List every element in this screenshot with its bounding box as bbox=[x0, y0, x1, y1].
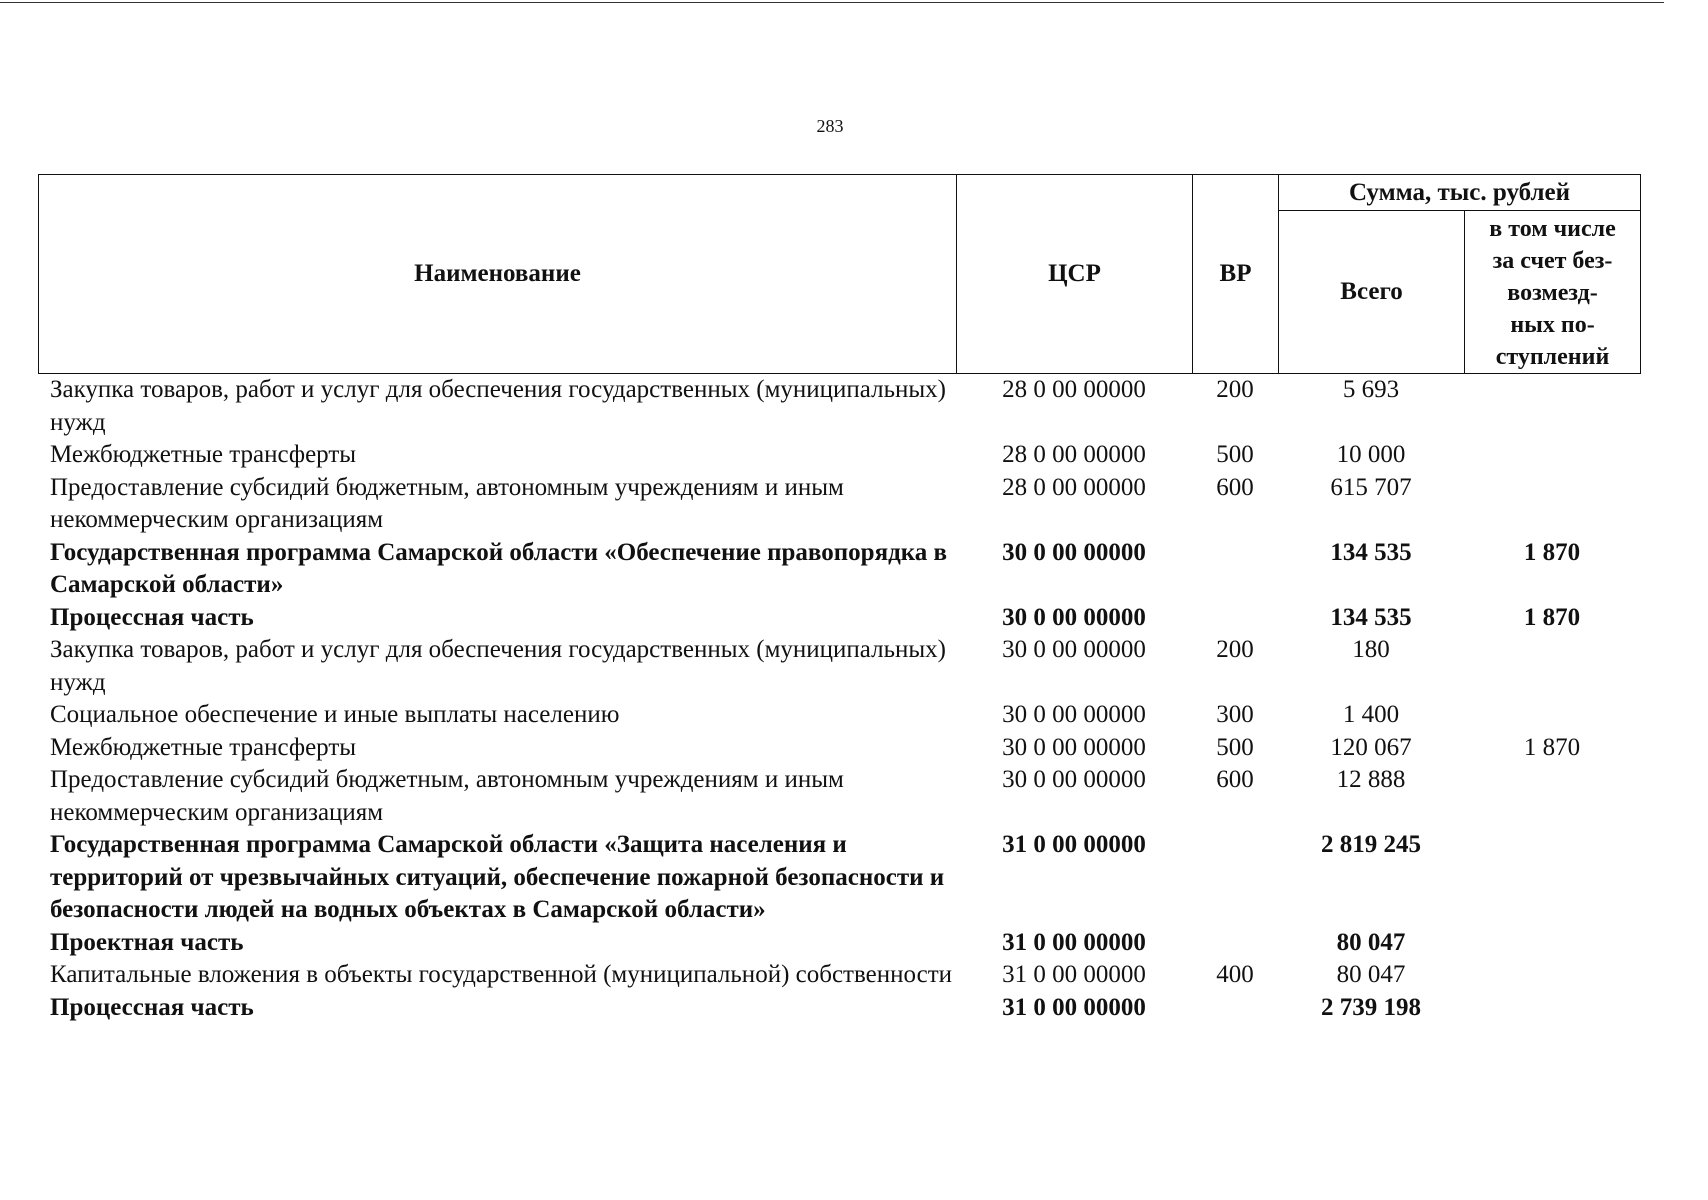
header-grant bbox=[1465, 211, 1641, 374]
row-grant bbox=[1464, 927, 1640, 960]
row-name: Проектная часть bbox=[50, 928, 244, 956]
row-name: Социальное обеспечение и иные выплаты населению bbox=[50, 701, 620, 728]
page-number: 283 bbox=[816, 116, 844, 136]
row-grant bbox=[1464, 472, 1640, 537]
header-grant-line: за счет без- bbox=[1492, 248, 1613, 274]
table-row bbox=[38, 699, 1640, 732]
table-header bbox=[38, 174, 1641, 374]
row-total: 5 693 bbox=[1342, 376, 1400, 403]
header-name: Наименование bbox=[39, 175, 957, 374]
row-name: Межбюджетные трансферты bbox=[50, 441, 357, 468]
row-name: Закупка товаров, работ и услуг для обеспечения государственных (муниципальных) нужд bbox=[50, 636, 946, 696]
row-total: 80 047 bbox=[1336, 928, 1406, 956]
row-csr: 28 0 00 00000 bbox=[1002, 473, 1146, 501]
header-grant-line: возмезд- bbox=[1507, 280, 1598, 306]
header-csr: ЦСР bbox=[957, 175, 1193, 374]
header-sum: Сумма, тыс. рублей bbox=[1279, 175, 1641, 211]
row-vr bbox=[1192, 602, 1278, 635]
header-grant-line: ных по- bbox=[1510, 312, 1595, 338]
table-row bbox=[38, 634, 1640, 699]
table-row bbox=[38, 927, 1640, 960]
row-name: Предоставление субсидий бюджетным, автономным учреждениям и иным некоммерческим организациям bbox=[50, 473, 844, 533]
row-vr: 200 bbox=[1216, 376, 1254, 403]
row-vr bbox=[1192, 927, 1278, 960]
row-name: Капитальные вложения в объекты государственной (муниципальной) собственности bbox=[50, 961, 953, 988]
row-total: 615 707 bbox=[1330, 473, 1412, 501]
table-row bbox=[38, 472, 1640, 537]
row-name: Государственная программа Самарской области «Защита населения и территорий от чрезвычайных ситуаций, обеспечение пожарной безопасности и безопасности людей на водных объектах в Самарской области» bbox=[50, 831, 945, 923]
header-vr: ВР bbox=[1193, 175, 1279, 374]
row-grant bbox=[1464, 634, 1640, 699]
row-total: 134 535 bbox=[1330, 603, 1412, 631]
row-total: 2 739 198 bbox=[1321, 993, 1421, 1021]
row-total: 2 819 245 bbox=[1321, 831, 1421, 858]
row-grant: 1 870 bbox=[1523, 538, 1581, 566]
row-vr bbox=[1192, 829, 1278, 927]
row-name: Предоставление субсидий бюджетным, автономным учреждениям и иным некоммерческим организациям bbox=[50, 766, 844, 826]
row-total: 134 535 bbox=[1330, 538, 1412, 566]
row-grant bbox=[1464, 439, 1640, 472]
row-vr: 600 bbox=[1216, 473, 1254, 501]
row-name: Процессная часть bbox=[50, 603, 254, 631]
row-total: 80 047 bbox=[1336, 961, 1406, 988]
table-row bbox=[38, 439, 1640, 472]
top-rule bbox=[0, 2, 1664, 3]
row-grant: 1 870 bbox=[1523, 603, 1581, 631]
row-csr: 30 0 00 00000 bbox=[1002, 538, 1146, 566]
row-total: 120 067 bbox=[1330, 733, 1412, 761]
table-rows bbox=[38, 374, 1640, 1024]
table-body bbox=[38, 374, 1640, 1024]
row-csr: 30 0 00 00000 bbox=[1002, 733, 1146, 761]
row-grant bbox=[1464, 764, 1640, 829]
row-grant bbox=[1464, 959, 1640, 992]
row-csr: 28 0 00 00000 bbox=[1002, 376, 1146, 403]
header-total: Всего bbox=[1279, 211, 1465, 374]
row-name: Закупка товаров, работ и услуг для обеспечения государственных (муниципальных) нужд bbox=[50, 376, 946, 436]
budget-table-page bbox=[38, 174, 1640, 1024]
row-vr: 500 bbox=[1216, 441, 1254, 468]
table-row bbox=[38, 992, 1640, 1025]
row-grant bbox=[1464, 374, 1640, 439]
row-grant bbox=[1464, 699, 1640, 732]
row-total: 180 bbox=[1352, 636, 1390, 663]
header-grant-line: ступлений bbox=[1495, 344, 1610, 370]
table-row bbox=[38, 764, 1640, 829]
row-vr bbox=[1192, 537, 1278, 602]
header-grant-line: в том числе bbox=[1489, 216, 1616, 242]
table-row bbox=[38, 537, 1640, 602]
table-row bbox=[38, 602, 1640, 635]
row-vr bbox=[1192, 992, 1278, 1025]
row-csr: 31 0 00 00000 bbox=[1002, 928, 1146, 956]
row-csr: 30 0 00 00000 bbox=[1002, 636, 1146, 663]
row-name: Процессная часть bbox=[50, 993, 254, 1021]
table-row bbox=[38, 959, 1640, 992]
row-grant: 1 870 bbox=[1523, 733, 1581, 761]
row-vr: 200 bbox=[1216, 636, 1254, 663]
row-vr: 300 bbox=[1216, 701, 1254, 728]
row-csr: 30 0 00 00000 bbox=[1002, 766, 1146, 793]
row-csr: 31 0 00 00000 bbox=[1002, 831, 1146, 858]
row-name: Государственная программа Самарской области «Обеспечение правопорядка в Самарской области» bbox=[50, 538, 948, 598]
row-vr: 500 bbox=[1216, 733, 1254, 761]
row-vr: 600 bbox=[1216, 766, 1254, 793]
row-csr: 30 0 00 00000 bbox=[1002, 603, 1146, 631]
row-csr: 31 0 00 00000 bbox=[1002, 961, 1146, 988]
row-name: Межбюджетные трансферты bbox=[50, 733, 357, 761]
row-grant bbox=[1464, 829, 1640, 927]
table-row bbox=[38, 829, 1640, 927]
row-csr: 31 0 00 00000 bbox=[1002, 993, 1146, 1021]
row-total: 10 000 bbox=[1336, 441, 1406, 468]
table-row bbox=[38, 374, 1640, 439]
table-row bbox=[38, 732, 1640, 765]
row-vr: 400 bbox=[1216, 961, 1254, 988]
row-csr: 28 0 00 00000 bbox=[1002, 441, 1146, 468]
row-total: 12 888 bbox=[1336, 766, 1406, 793]
row-csr: 30 0 00 00000 bbox=[1002, 701, 1146, 728]
row-grant bbox=[1464, 992, 1640, 1025]
row-total: 1 400 bbox=[1342, 701, 1400, 728]
